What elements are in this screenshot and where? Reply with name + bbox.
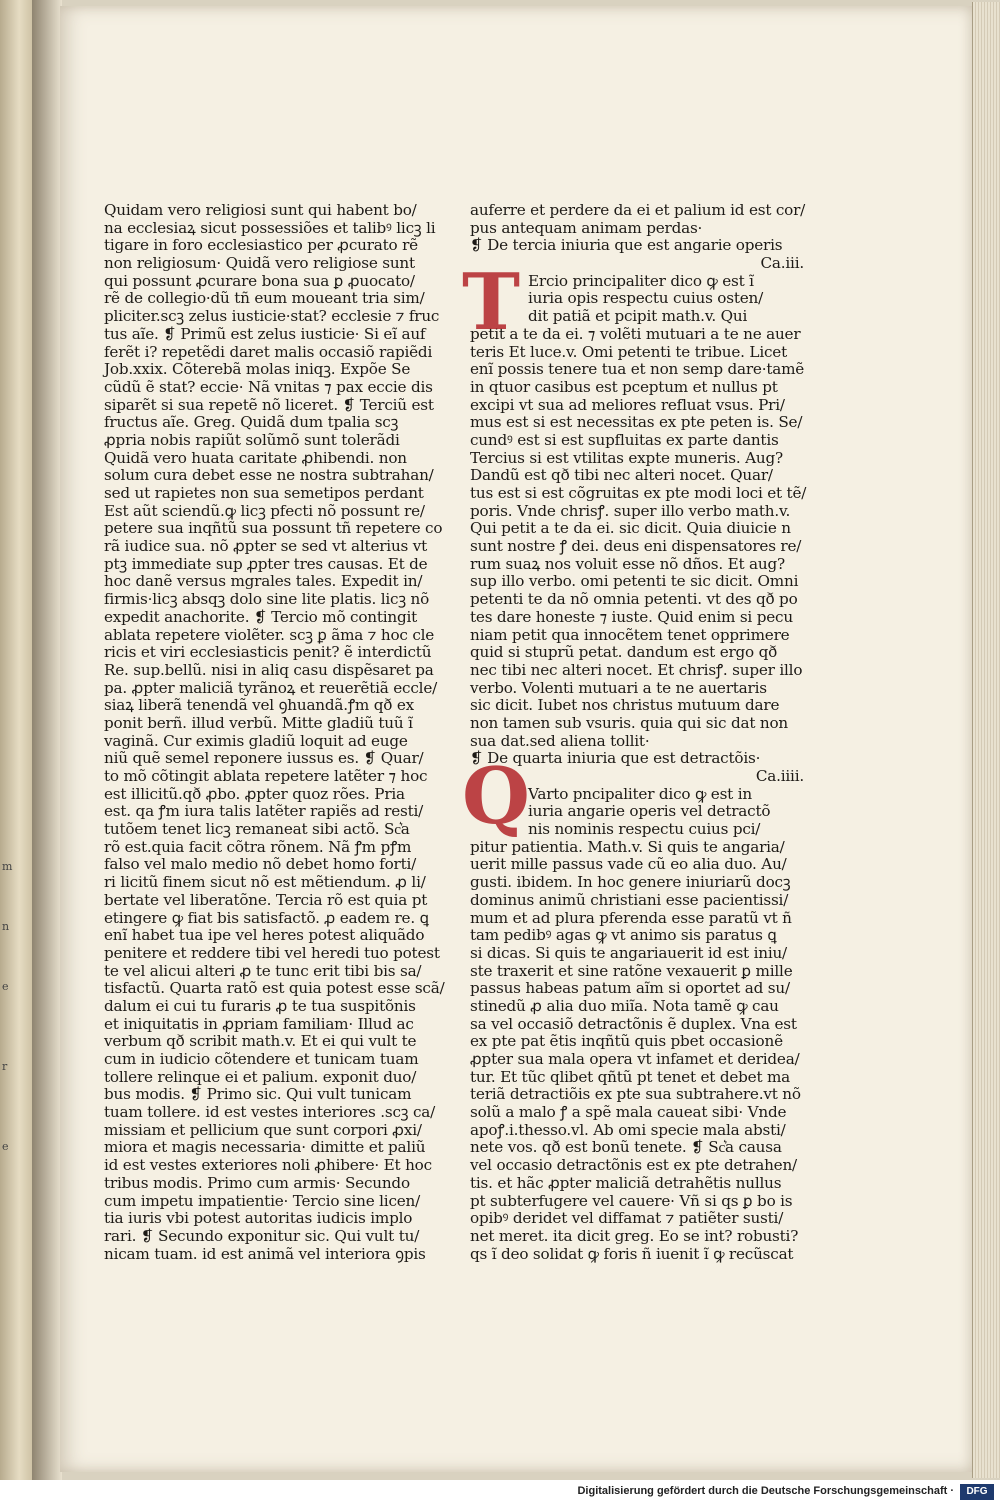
text-line: mum et ad plura pferenda esse paratũ vt ñ — [470, 908, 792, 927]
section-heading-3: ❡ De tercia iniuria que est angarie operis — [470, 236, 783, 255]
text-line: id est vestes exteriores noli ꝓhibere· Et hoc — [104, 1156, 432, 1175]
text-line: tollere relinque ei et palium. exponit duo/ — [104, 1067, 417, 1086]
text-line: cum in iudicio cõtendere et tunicam tuam — [104, 1050, 419, 1068]
text-line: ponit berñ. illud verbũ. Mitte gladiũ tuũ ĩ — [104, 713, 413, 732]
text-line: hoc danẽ versus mgrales tales. Expedit in/ — [104, 572, 423, 591]
text-line: tigare in foro ecclesiastico per ꝓcurato rẽ — [104, 236, 418, 255]
right-text-column — [470, 202, 810, 1263]
text-line: et iniquitatis in ꝓpriam familiam· Illud ac — [104, 1014, 414, 1033]
text-line: pitur patientia. Math.v. Si quis te angaria/ — [470, 837, 785, 856]
digitization-footer — [0, 1480, 1000, 1505]
text-line: bus modis. ❡ Primo sic. Qui vult tunicam — [104, 1085, 412, 1104]
text-line: rum suaꝝ nos voluit esse nõ dños. Et aug? — [470, 554, 785, 573]
text-line: ꝓpter sua mala opera vt infamet et deridea/ — [470, 1050, 800, 1068]
text-line: Varto pncipaliter dico ꝙ est in — [528, 784, 752, 803]
text-line: solũ a malo ꝭ a spẽ mala caueat sibi· Vnde — [470, 1103, 787, 1122]
text-line: tutõem tenet licꝫ remaneat sibi actõ. Sc͛a — [104, 820, 410, 839]
left-page-fragment: m — [2, 860, 14, 873]
text-line: sa vel occasiõ detractõnis ẽ duplex. Vna est — [470, 1014, 797, 1033]
text-line: est. qa ꝭm iura talis latẽter rapiẽs ad resti/ — [104, 802, 424, 821]
text-line: cundꝰ est si est supfluitas ex parte dantis — [470, 430, 779, 449]
chapter-number-4: Ca.iiii. — [755, 767, 804, 785]
text-line: est illicitũ.qð ꝓbo. ꝓpter quoz rões. Pria — [104, 784, 405, 803]
dfg-logo: DFG — [960, 1484, 994, 1500]
text-line: pus antequam animam perdas· — [470, 218, 703, 237]
text-line: iuria angarie operis vel detractõ — [528, 802, 771, 821]
text-line: dit patiã et pcipit math.v. Qui — [528, 307, 748, 326]
text-line: passus habeas patum aĩm si oportet ad su/ — [470, 979, 790, 998]
text-line: niũ quẽ semel reponere iussus es. ❡ Quar/ — [104, 749, 424, 768]
text-line: tus est si est cõgruitas ex pte modi loci et tẽ/ — [470, 484, 807, 502]
text-line: penitere et reddere tibi vel heredi tuo potest — [104, 943, 440, 962]
text-line: verbo. Volenti mutuari a te ne auertaris — [470, 678, 767, 697]
text-line: sunt nostre ꝭ dei. deus eni dispensatores re/ — [470, 537, 802, 556]
text-line: Quidã vero huata caritate ꝓhibendi. non — [104, 448, 407, 467]
text-line: pt subterfugere vel cauere· Vñ si qs ꝑ bo is — [470, 1191, 793, 1210]
text-line: siparẽt si sua repetẽ nõ liceret. ❡ Terciũ est — [104, 395, 434, 414]
funding-credit: Digitalisierung gefördert durch die Deutsche Forschungsgemeinschaft · — [577, 1485, 954, 1497]
left-page-fragment: e — [2, 1140, 10, 1153]
text-line: auferre et perdere da ei et palium id est cor/ — [470, 201, 806, 219]
text-line: Quidam vero religiosi sunt qui habent bo/ — [104, 201, 417, 219]
rubricated-initial-q: Q — [462, 751, 530, 842]
text-line: qs ĩ deo solidat ꝙ foris ñ iuenit ĩ ꝙ recũscat — [470, 1244, 794, 1263]
text-line: ricis et viri ecclesiasticis penit? ẽ interdictũ — [104, 643, 432, 662]
text-line: petit a te da ei. ⁊ volẽti mutuari a te ne auer — [470, 324, 801, 343]
text-line: ex pte pat ẽtis inqñtũ quis pbet occasionẽ — [470, 1032, 783, 1051]
incunabula-page — [60, 6, 972, 1472]
text-line: nicam tuam. id est animã vel interiora ꝯpis — [104, 1244, 426, 1263]
text-line: nis nominis respectu cuius pci/ — [528, 820, 761, 839]
text-line: rari. ❡ Secundo exponitur sic. Qui vult tu/ — [104, 1226, 420, 1245]
text-line: net meret. ita dicit greg. Eo se int? robusti? — [470, 1226, 799, 1245]
text-line: ste traxerit et sine ratõne vexauerit ꝑ mille — [470, 961, 793, 980]
text-line: nete vos. qð est bonũ tenete. ❡ Sc͛a causa — [470, 1138, 782, 1157]
text-line: siaꝝ liberã tenendã vel ꝯhuandã.ꝭm qð ex — [104, 696, 414, 715]
text-line: rõ est.quia facit cõtra rõnem. Nã ꝭm pꝭm — [104, 837, 412, 856]
text-line: expedit anachorite. ❡ Tercio mõ contingit — [104, 607, 418, 626]
text-line: sup illo verbo. omi petenti te sic dicit. Omni — [470, 572, 799, 591]
text-line: niam petit qua innocẽtem tenet opprimere — [470, 625, 790, 644]
text-line: sua dat.sed aliena tollit· — [470, 731, 650, 750]
text-line: solum cura debet esse ne nostra subtrahan/ — [104, 466, 434, 485]
left-page-edge — [0, 0, 33, 1480]
text-line: enĩ possis tenere tua et non semp dare·tamẽ — [470, 360, 805, 379]
text-line: rã iudice sua. nõ ꝓpter se sed vt alterius vt — [104, 537, 428, 556]
text-line: rẽ de collegio·dũ tñ eum moueant tria sim/ — [104, 289, 425, 308]
chapter-number-3: Ca.iii. — [760, 254, 804, 273]
text-line: quid si stuprũ petat. dandum est ergo qð — [470, 643, 778, 662]
section-heading-4: ❡ De quarta iniuria que est detractõis· — [470, 749, 761, 768]
text-line: bertate vel liberatõne. Tercia rõ est quia pt — [104, 890, 428, 909]
text-line: missiam et pellicium que sunt corpori ꝓxi/ — [104, 1120, 422, 1139]
text-line: falso vel malo medio nõ debet homo forti/ — [104, 855, 417, 874]
left-page-fragment: e — [2, 980, 10, 993]
text-line: firmis·licꝫ absqꝫ dolo sine lite platis. licꝫ nõ — [104, 590, 430, 609]
text-line: mus est si est necessitas ex pte peten is. Se/ — [470, 413, 803, 432]
text-line: apoꝭ.i.thesso.vl. Ab omi specie mala absti/ — [470, 1120, 786, 1139]
text-line: poris. Vnde chrisꝭ. super illo verbo math.v. — [470, 501, 791, 520]
text-line: teris Et luce.v. Omi petenti te tribue. Licet — [470, 342, 787, 361]
text-line: iuria opis respectu cuius osten/ — [528, 289, 764, 308]
text-line: Re. sup.bellũ. nisi in aliq casu dispẽsaret pa — [104, 660, 434, 679]
text-line: Ercio principaliter dico ꝙ est ĩ — [528, 271, 754, 290]
text-line: tus aĩe. ❡ Primũ est zelus iusticie· Si eĩ auf — [104, 324, 426, 343]
text-line: Est aũt sciendũ.ꝙ licꝫ pfecti nõ possunt re/ — [104, 501, 425, 520]
text-line: cũdũ ẽ stat? eccie· Nã vnitas ⁊ pax eccie dis — [104, 377, 433, 396]
left-page-fragment: n — [2, 920, 11, 933]
text-line: Qui petit a te da ei. sic dicit. Quia diuicie n — [470, 519, 791, 538]
text-line: Tercius si est vtilitas expte muneris. Aug? — [470, 448, 783, 467]
text-line: tia iuris vbi potest autoritas iudicis implo — [104, 1209, 413, 1228]
text-line: pliciter.scꝫ zelus iusticie·stat? ecclesie ⁊ fruc — [104, 307, 440, 326]
text-line: ferẽt i? repetẽdi daret malis occasiõ rapiẽdi — [104, 342, 433, 361]
text-line: dalum ei cui tu furaris ꝓ te tua suspitõnis — [104, 996, 416, 1015]
text-line: tuam tollere. id est vestes interiores .scꝫ ca/ — [104, 1103, 436, 1122]
text-line: ꝓpria nobis rapiũt solũmõ sunt tolerãdi — [104, 430, 400, 449]
rubricated-initial-t: T — [462, 257, 521, 348]
text-line: na ecclesiaꝝ sicut possessiões et talibꝰ licꝫ li — [104, 218, 436, 237]
text-line: cum impetu impatientie· Tercio sine licen/ — [104, 1191, 421, 1210]
text-line: petere sua inqñtũ sua possunt tñ repetere co — [104, 519, 443, 538]
text-line: opibꝰ deridet vel diffamat ⁊ patiẽter susti/ — [470, 1209, 784, 1228]
text-line: non religiosum· Quidã vero religiose sunt — [104, 254, 415, 273]
text-line: si dicas. Si quis te angariauerit id est iniu/ — [470, 943, 787, 962]
text-line: ri licitũ finem sicut nõ est mẽtiendum. ꝓ li/ — [104, 873, 426, 892]
text-line: tes dare honeste ⁊ iuste. Quid enim si pecu — [470, 607, 793, 626]
text-line: qui possunt ꝓcurare bona sua ꝑ ꝓuocato/ — [104, 271, 415, 290]
text-line: vaginã. Cur eximis gladiũ loquit ad euge — [104, 731, 408, 750]
text-line: sic dicit. Iubet nos christus mutuum dare — [470, 696, 780, 715]
text-line: petenti te da nõ omnia petenti. vt des qð po — [470, 590, 798, 609]
text-line: teriã detractiõis ex pte sua subtrahere.vt nõ — [470, 1085, 801, 1104]
text-line: tam pedibꝰ agas ꝙ vt animo sis paratus ꝗ — [470, 926, 777, 945]
text-line: te vel alicui alteri ꝓ te tunc erit tibi bis sa/ — [104, 961, 422, 980]
text-line: verbum qð scribit math.v. Et ei qui vult te — [104, 1032, 417, 1051]
text-line: non tamen sub vsuris. quia qui sic dat non — [470, 713, 788, 732]
text-line: stinedũ ꝓ alia duo miĩa. Nota tamẽ ꝙ cau — [470, 996, 779, 1015]
text-line: ptꝫ immediate sup ꝓpter tres causas. Et de — [104, 554, 428, 573]
text-line: to mõ cõtingit ablata repetere latẽter ⁊ hoc — [104, 767, 428, 785]
text-line: tis. et hãc ꝓpter maliciã detrahẽtis nullus — [470, 1173, 782, 1192]
text-line: sed ut rapietes non sua semetipos perdant — [104, 484, 424, 502]
text-line: Dandũ est qð tibi nec alteri nocet. Quar/ — [470, 466, 773, 485]
text-line: enĩ habet tua ipe vel heres potest aliquãdo — [104, 926, 425, 945]
text-line: etingere ꝙ fiat bis satisfactõ. ꝓ eadem re. ꝗ — [104, 908, 429, 927]
text-line: fructus aĩe. Greg. Quidã dum tpalia scꝫ — [104, 413, 399, 432]
page-edges — [972, 2, 1000, 1478]
text-line: ablata repetere violẽter. scꝫ ꝑ ãma ⁊ hoc cle — [104, 625, 435, 644]
text-line: tribus modis. Primo cum armis· Secundo — [104, 1173, 410, 1192]
text-line: in qtuor casibus est pceptum et nullus pt — [470, 377, 778, 396]
left-text-column — [104, 202, 444, 1263]
text-line: uerit mille passus vade cũ eo alia duo. Au/ — [470, 855, 787, 874]
left-page-fragment: r — [2, 1060, 9, 1073]
text-line: tur. Et tũc qlibet qñtũ pt tenet et debet ma — [470, 1067, 791, 1086]
book-gutter — [32, 0, 62, 1480]
text-line: nec tibi nec alteri nocet. Et chrisꝭ. super illo — [470, 660, 803, 679]
text-line: vel occasio detractõnis est ex pte detrahen/ — [470, 1156, 797, 1175]
text-line: pa. ꝓpter maliciã tyrãnoꝝ et reuerẽtiã eccle/ — [104, 678, 438, 697]
text-line: dominus animũ christiani esse pacientissi/ — [470, 890, 789, 909]
text-line: Job.xxix. Cõterebã molas iniqꝫ. Expõe Se — [104, 360, 411, 379]
text-line: miora et magis necessaria· dimitte et paliũ — [104, 1138, 426, 1157]
text-line: tisfactũ. Quarta ratõ est quia potest esse scã/ — [104, 979, 445, 998]
text-line: excipi vt sua ad meliores refluat vsus. Pri/ — [470, 395, 785, 414]
text-line: gusti. ibidem. In hoc genere iniuriarũ docꝫ — [470, 873, 791, 892]
